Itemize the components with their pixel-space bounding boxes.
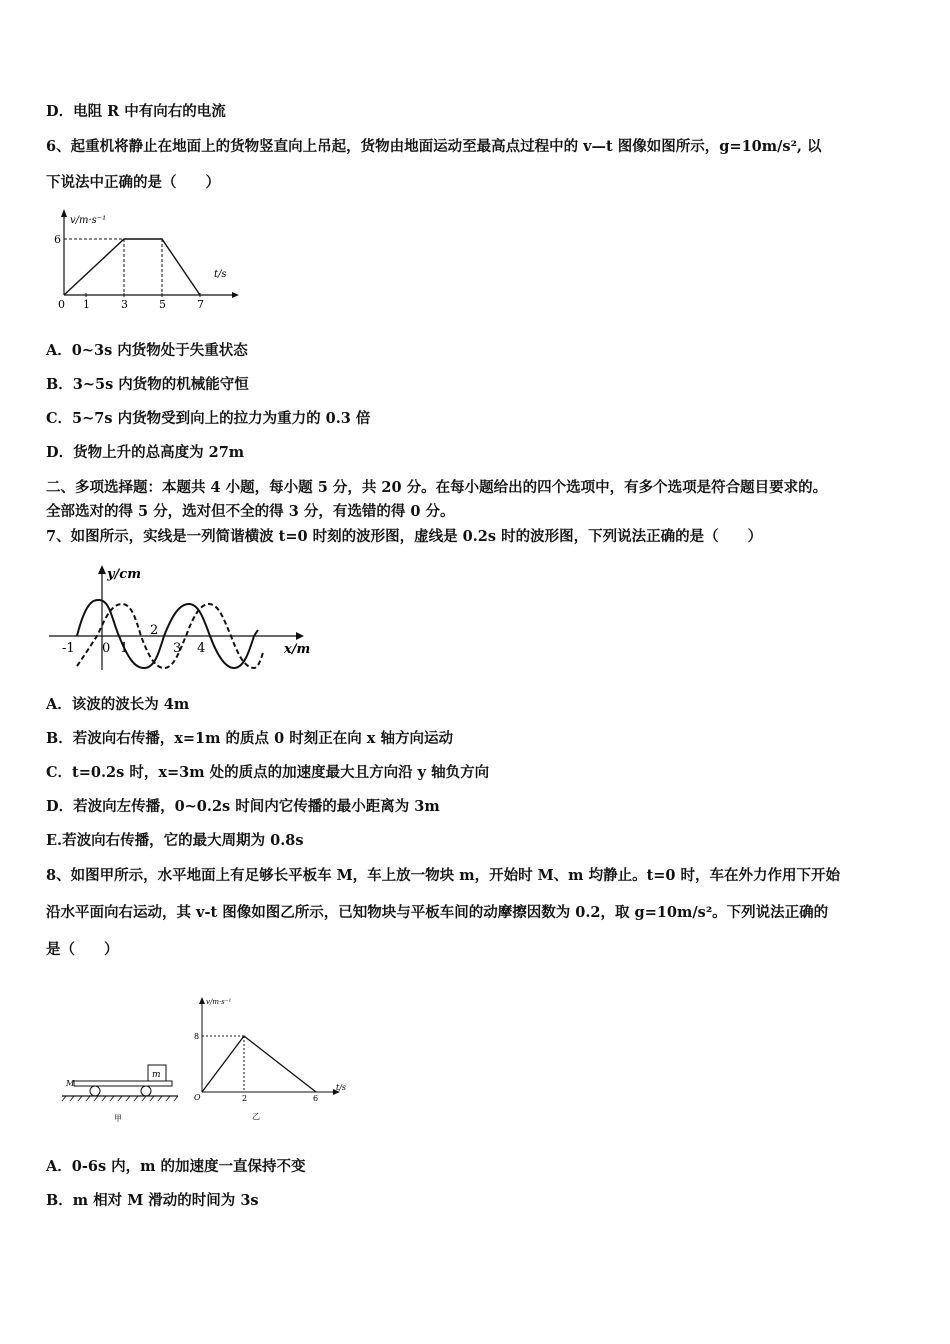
q6-option-b: B．3~5s 内货物的机械能守恒 — [46, 376, 249, 393]
q6-x-arrow — [232, 292, 239, 298]
q7-ylabel: y/cm — [107, 567, 141, 582]
q7-solid-wave — [77, 600, 258, 668]
q8-ylabel: v/m·s⁻¹ — [206, 998, 232, 1006]
q8-option-b: B．m 相对 M 滑动的时间为 3s — [46, 1192, 259, 1209]
q8-label-M: M — [66, 1079, 75, 1088]
q8-label-2: 2 — [242, 1094, 248, 1103]
q5-option-d: D．电阻 R 中有向右的电流 — [46, 103, 226, 120]
q8-label-8: 8 — [194, 1032, 200, 1041]
q8-cart-board — [74, 1081, 172, 1086]
q8-label-yi: 乙 — [252, 1112, 260, 1121]
q8-option-a: A．0-6s 内，m 的加速度一直保持不变 — [46, 1158, 306, 1175]
q7-x-arrow — [296, 632, 304, 640]
q6-ylabel: v/m·s⁻¹ — [70, 215, 107, 226]
q6-xlabel: t/s — [214, 269, 227, 280]
q7-label-0: 0 — [102, 641, 111, 656]
q8-label-m: m — [152, 1070, 161, 1080]
q6-label-3: 3 — [121, 298, 128, 310]
q7-option-b: B．若波向右传播，x=1m 的质点 0 时刻正在向 x 轴方向运动 — [46, 730, 453, 747]
q6-label-5: 5 — [159, 298, 166, 310]
q6-vt-line — [64, 239, 200, 295]
section2-line2: 全部选对的得 5 分，选对但不全的得 3 分，有选错的得 0 分。 — [46, 503, 455, 520]
q7-label-m1: -1 — [62, 641, 75, 656]
q6-stem-line2: 下说法中正确的是（ ） — [46, 174, 220, 191]
q7-wave-graph — [44, 560, 319, 675]
q7-label-4: 4 — [197, 641, 206, 656]
q8-ground-hatch — [62, 1096, 178, 1101]
q7-stem: 7、如图所示，实线是一列简谐横波 t=0 时刻的波形图，虚线是 0.2s 时的波形图，下列说法正确的是（ ） — [46, 528, 763, 545]
q7-option-c: C．t=0.2s 时，x=3m 处的质点的加速度最大且方向沿 y 轴负方向 — [46, 764, 490, 781]
q6-label-0: 0 — [58, 298, 65, 310]
q7-y-arrow — [98, 565, 106, 574]
q6-y-arrow — [61, 209, 67, 217]
q6-stem-line1: 6、起重机将静止在地面上的货物竖直向上吊起，货物由地面运动至最高点过程中的 v—t 图像如图所示，g=10m/s², 以 — [46, 138, 822, 155]
q8-cart-figure — [60, 1055, 180, 1125]
q8-vt-line — [202, 1036, 316, 1092]
q6-option-a: A．0~3s 内货物处于失重状态 — [46, 342, 248, 359]
q7-option-e: E.若波向右传播，它的最大周期为 0.8s — [46, 832, 304, 849]
q7-option-a: A．该波的波长为 4m — [46, 696, 190, 713]
q6-option-d: D．货物上升的总高度为 27m — [46, 444, 245, 461]
q8-wheel-right — [141, 1086, 151, 1096]
q8-vt-graph — [186, 992, 356, 1122]
q8-y-arrow — [199, 997, 205, 1004]
q8-label-jia: 甲 — [114, 1114, 122, 1123]
q7-label-3: 3 — [173, 641, 182, 656]
q7-option-d: D．若波向左传播，0~0.2s 时间内它传播的最小距离为 3m — [46, 798, 440, 815]
q8-stem-line2: 沿水平面向右运动，其 v-t 图像如图乙所示，已知物块与平板车间的动摩擦因数为 0.2，取 g=10m/s²。下列说法正确的 — [46, 904, 829, 921]
q7-label-2: 2 — [150, 623, 159, 638]
q8-wheel-left — [90, 1086, 100, 1096]
q6-label-1: 1 — [83, 298, 90, 310]
q6-label-7: 7 — [197, 298, 204, 310]
q8-xlabel: t/s — [336, 1083, 347, 1092]
q8-label-O: O — [194, 1093, 201, 1102]
q7-label-1: 1 — [120, 641, 129, 656]
q8-stem-line1: 8、如图甲所示，水平地面上有足够长平板车 M，车上放一物块 m，开始时 M、m 均静止。t=0 时，车在外力作用下开始 — [46, 867, 841, 884]
q6-vt-graph — [44, 205, 244, 310]
q8-label-6: 6 — [313, 1094, 319, 1103]
q7-xlabel: x/m — [284, 642, 311, 657]
q8-stem-line3: 是（ ） — [46, 941, 119, 958]
q6-label-6: 6 — [54, 233, 61, 246]
q6-option-c: C．5~7s 内货物受到向上的拉力为重力的 0.3 倍 — [46, 410, 371, 427]
section2-line1: 二、多项选择题：本题共 4 小题，每小题 5 分，共 20 分。在每小题给出的四个选项中，有多个选项是符合题目要求的。 — [46, 479, 828, 496]
